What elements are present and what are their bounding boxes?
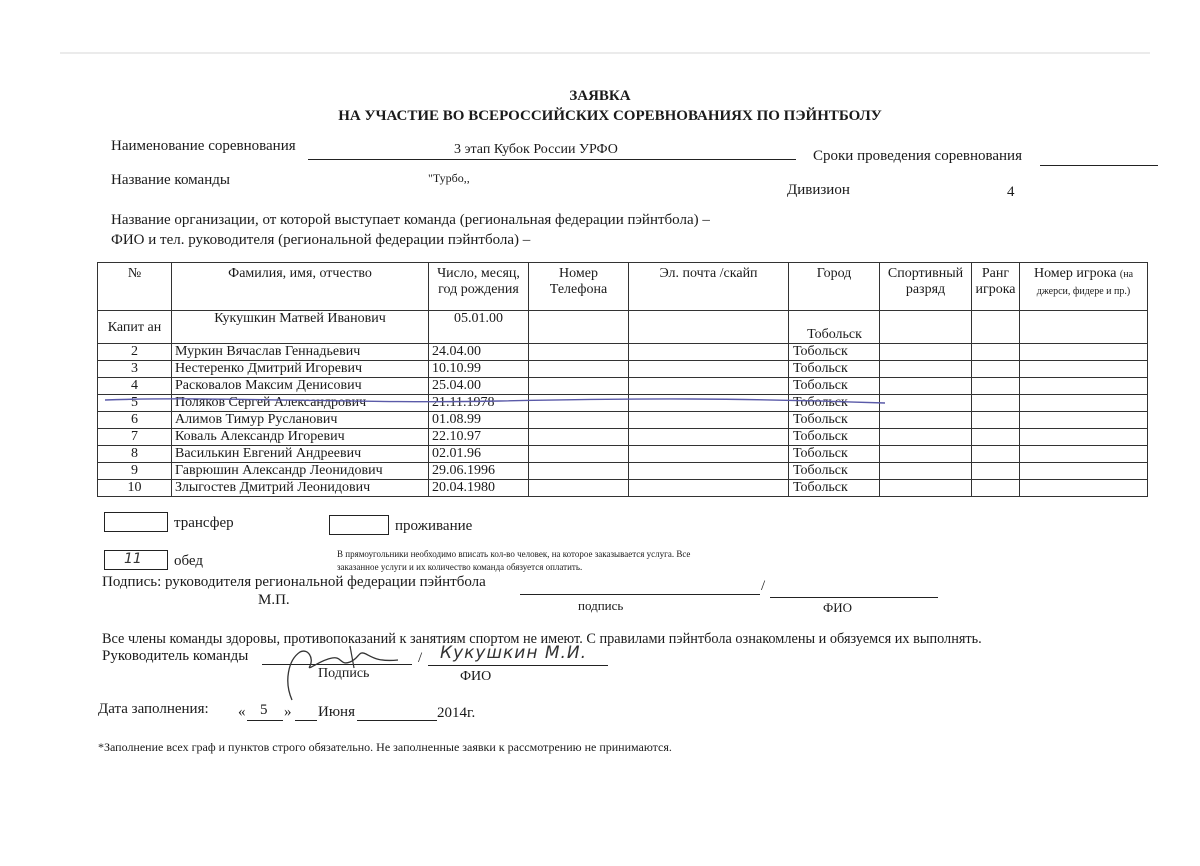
row-player-rank <box>972 395 1020 412</box>
row-city: Тобольск <box>789 311 880 344</box>
services-note-line1: В прямоугольники необходимо вписать кол-во человек, на которое заказывается услуга. Все <box>337 549 691 559</box>
footer-note: *Заполнение всех граф и пунктов строго обязательно. Не заполненные заявки к рассмотрению не принимаются. <box>98 740 672 754</box>
row-player-number <box>1020 378 1148 395</box>
row-number: 6 <box>98 412 172 429</box>
competition-underline <box>308 159 796 160</box>
row-phone <box>529 480 629 497</box>
division-label: Дивизион <box>787 182 850 198</box>
header-player-number-note: (на джерси, фидере и пр.) <box>1036 269 1134 297</box>
row-sport-rank <box>880 480 972 497</box>
row-email <box>629 446 789 463</box>
division-value: 4 <box>1007 184 1015 200</box>
row-name: Расковалов Максим Денисович <box>172 378 429 395</box>
header-city: Город <box>789 263 880 311</box>
table-row <box>98 311 1148 344</box>
transfer-count-box[interactable] <box>104 512 168 532</box>
row-email <box>629 311 789 344</box>
scan-artifact <box>60 52 1150 54</box>
row-city: Тобольск <box>789 395 880 412</box>
row-name: Муркин Вячаслав Геннадьевич <box>172 344 429 361</box>
team-value: "Турбо,, <box>428 171 470 185</box>
row-player-rank <box>972 446 1020 463</box>
row-dob: 25.04.00 <box>429 378 529 395</box>
row-name: Гаврюшин Александр Леонидович <box>172 463 429 480</box>
row-player-number <box>1020 412 1148 429</box>
row-player-number <box>1020 395 1148 412</box>
row-sport-rank <box>880 463 972 480</box>
row-player-rank <box>972 378 1020 395</box>
row-name: Поляков Сергей Александрович <box>172 395 429 412</box>
lunch-label: обед <box>174 553 204 569</box>
federation-signature-label: Подпись: руководителя региональной федерации пэйнтбола <box>102 574 486 590</box>
dates-label: Сроки проведения соревнования <box>813 148 1022 164</box>
table-row <box>98 429 1148 446</box>
row-phone <box>529 463 629 480</box>
row-name: Кукушкин Матвей Иванович <box>172 311 429 344</box>
row-email <box>629 463 789 480</box>
row-player-number <box>1020 446 1148 463</box>
row-email <box>629 344 789 361</box>
table-row <box>98 480 1148 497</box>
row-player-rank <box>972 344 1020 361</box>
row-dob: 10.10.99 <box>429 361 529 378</box>
lunch-count-value: 11 <box>124 551 142 567</box>
row-number: 3 <box>98 361 172 378</box>
row-dob: 29.06.1996 <box>429 463 529 480</box>
row-name: Василькин Евгений Андреевич <box>172 446 429 463</box>
lodging-count-box[interactable] <box>329 515 389 535</box>
row-email <box>629 412 789 429</box>
table-row <box>98 344 1148 361</box>
row-player-rank <box>972 311 1020 344</box>
fill-date-day-line <box>247 720 283 721</box>
federation-fio-line <box>770 597 938 598</box>
fill-date-label: Дата заполнения: <box>98 701 209 717</box>
fill-date-close-quote: » <box>284 704 292 720</box>
row-player-number <box>1020 344 1148 361</box>
row-phone <box>529 446 629 463</box>
team-leader-slash: / <box>418 650 423 666</box>
row-dob: 22.10.97 <box>429 429 529 446</box>
health-statement: Все члены команды здоровы, противопоказаний к занятиям спортом не имеют. С правилами пэйнтбола ознакомлены и обязуемся их выполнять. <box>102 631 982 647</box>
row-sport-rank <box>880 429 972 446</box>
header-full-name: Фамилия, имя, отчество <box>172 263 429 311</box>
organization-line1: Название организации, от которой выступает команда (региональная федерации пэйнтбола) – <box>111 212 710 228</box>
federation-signature-slash: / <box>761 578 766 594</box>
row-phone <box>529 429 629 446</box>
row-number: 9 <box>98 463 172 480</box>
fill-date-gap-line <box>295 720 317 721</box>
header-date-of-birth: Число, месяц, год рождения <box>429 263 529 311</box>
row-dob: 20.04.1980 <box>429 480 529 497</box>
handwritten-strike-line <box>100 390 890 410</box>
row-sport-rank <box>880 311 972 344</box>
services-note-line2: заказанное услуги и их количество команда обязуется оплатить. <box>337 562 583 572</box>
row-dob: 01.08.99 <box>429 412 529 429</box>
row-dob: 02.01.96 <box>429 446 529 463</box>
header-email: Эл. почта /скайп <box>629 263 789 311</box>
table-row <box>98 361 1148 378</box>
row-city: Тобольск <box>789 344 880 361</box>
row-number: 10 <box>98 480 172 497</box>
fill-date-month-line <box>357 720 437 721</box>
team-label: Название команды <box>111 172 230 188</box>
row-city: Тобольск <box>789 480 880 497</box>
organization-line2: ФИО и тел. руководителя (региональной федерации пэйнтбола) – <box>111 232 531 248</box>
row-player-number <box>1020 463 1148 480</box>
row-email <box>629 361 789 378</box>
federation-fio-caption: ФИО <box>823 600 853 615</box>
table-row <box>98 446 1148 463</box>
row-email <box>629 429 789 446</box>
row-player-rank <box>972 412 1020 429</box>
competition-value: 3 этап Кубок России УРФО <box>454 142 618 157</box>
row-dob: 24.04.00 <box>429 344 529 361</box>
header-player-number <box>1020 263 1148 311</box>
transfer-label: трансфер <box>174 515 234 531</box>
row-city: Тобольск <box>789 378 880 395</box>
table-row <box>98 463 1148 480</box>
row-city: Тобольск <box>789 361 880 378</box>
stamp-label: М.П. <box>258 592 290 608</box>
row-player-rank <box>972 361 1020 378</box>
row-city: Тобольск <box>789 429 880 446</box>
team-leader-fio-line <box>428 665 608 666</box>
row-player-number <box>1020 429 1148 446</box>
header-player-rank: Ранг игрока <box>972 263 1020 311</box>
row-player-number <box>1020 361 1148 378</box>
row-player-rank <box>972 480 1020 497</box>
row-city: Тобольск <box>789 463 880 480</box>
row-player-number <box>1020 480 1148 497</box>
row-sport-rank <box>880 378 972 395</box>
row-number: 8 <box>98 446 172 463</box>
row-name: Алимов Тимур Русланович <box>172 412 429 429</box>
row-phone <box>529 344 629 361</box>
team-leader-label: Руководитель команды <box>102 648 249 664</box>
competition-label: Наименование соревнования <box>111 138 296 154</box>
row-sport-rank <box>880 412 972 429</box>
row-number: 4 <box>98 378 172 395</box>
row-player-rank <box>972 429 1020 446</box>
document-title: ЗАЯВКА <box>569 88 631 104</box>
row-sport-rank <box>880 361 972 378</box>
row-sport-rank <box>880 344 972 361</box>
team-leader-sign-caption: Подпись <box>318 666 370 681</box>
team-leader-fio-handwritten: Кукушкин М.И. <box>440 643 588 663</box>
header-player-number-main: Номер игрока <box>1033 266 1117 281</box>
row-email <box>629 480 789 497</box>
header-number: № <box>98 263 172 311</box>
row-name: Коваль Александр Игоревич <box>172 429 429 446</box>
row-city: Тобольск <box>789 412 880 429</box>
fill-date-year: 2014г. <box>437 705 476 721</box>
row-player-number <box>1020 311 1148 344</box>
fill-date-open-quote: « <box>238 704 246 720</box>
fill-date-day: 5 <box>260 702 268 718</box>
header-sport-rank: Спортивный разряд <box>880 263 972 311</box>
row-phone <box>529 311 629 344</box>
row-name: Нестеренко Дмитрий Игоревич <box>172 361 429 378</box>
row-number: 2 <box>98 344 172 361</box>
fill-date-month: Июня <box>318 704 355 720</box>
row-sport-rank <box>880 395 972 412</box>
federation-sign-caption: подпись <box>578 598 624 613</box>
row-phone <box>529 412 629 429</box>
row-city: Тобольск <box>789 446 880 463</box>
row-dob: 05.01.00 <box>429 311 529 344</box>
row-number: Капит ан <box>98 311 172 344</box>
table-header-row <box>98 263 1148 311</box>
document-subtitle: НА УЧАСТИЕ ВО ВСЕРОССИЙСКИХ СОРЕВНОВАНИЯХ ПО ПЭЙНТБОЛУ <box>338 108 882 124</box>
row-phone <box>529 361 629 378</box>
lodging-label: проживание <box>395 518 473 534</box>
header-phone: Номер Телефона <box>529 263 629 311</box>
dates-underline <box>1040 165 1158 166</box>
row-number: 5 <box>98 395 172 412</box>
federation-signature-line <box>520 594 760 595</box>
row-player-rank <box>972 463 1020 480</box>
row-dob: 21.11.1978 <box>429 395 529 412</box>
row-number: 7 <box>98 429 172 446</box>
row-name: Злыгостев Дмитрий Леонидович <box>172 480 429 497</box>
team-leader-fio-caption: ФИО <box>460 669 492 684</box>
row-sport-rank <box>880 446 972 463</box>
table-row <box>98 412 1148 429</box>
team-roster-table <box>97 262 1148 497</box>
